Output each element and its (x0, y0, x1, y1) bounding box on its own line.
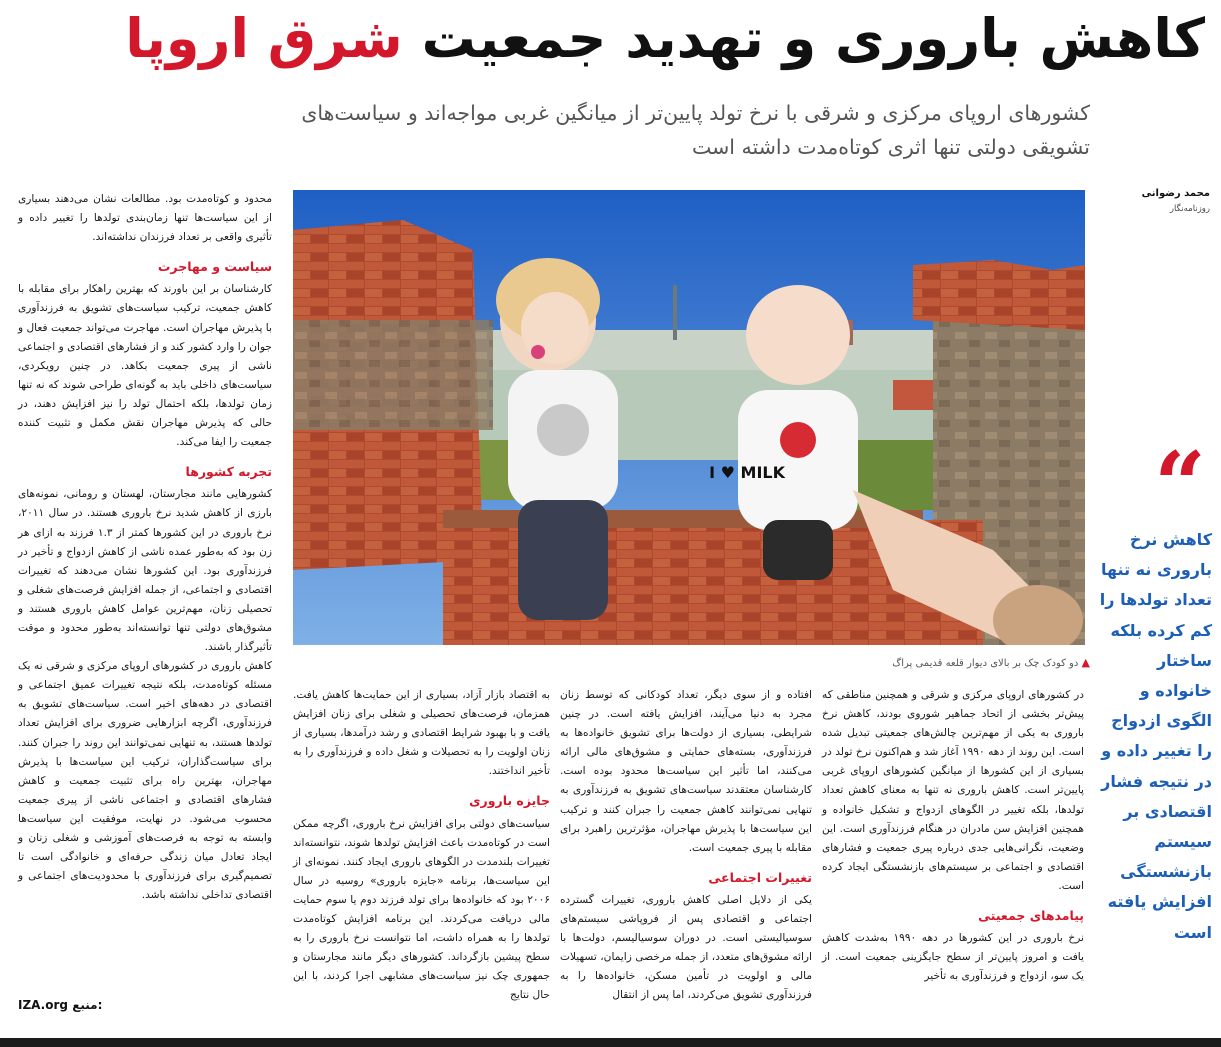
photo-illustration (293, 190, 1085, 645)
lead-line-2: تشویقی دولتی تنها اثری کوتاه‌مدت داشته است (692, 135, 1090, 159)
article-photo (293, 190, 1085, 645)
column-body-3 (293, 686, 550, 1006)
paragraph: افتاده و از سوی دیگر، تعداد کودکانی که توسط زنان مجرد به دنیا می‌آیند، افزایش یافته است. در چنین شرایطی، بسیاری از دولت‌ها برای تشویق خانواده‌ها به فرزندآوری، بسته‌های حمایتی و مشوق‌های مالی ارائه می‌کنند، اما تأثیر این سیاست‌ها محدود بوده است. کارشناسان معتقدند سیاست‌های تشویق به فرزندآوری به تنهایی نمی‌توانند کاهش جمعیت را جبران کنند و ترکیب این سیاست‌ها با پذیرش مهاجران، مؤثرترین راهبرد برای مقابله با پیری جمعیت است. (560, 689, 812, 854)
headline-black: کاهش باروری و تهدید جمعیت (402, 7, 1205, 70)
caption-text: دو کودک چک بر بالای دیوار قلعه قدیمی پراگ (892, 658, 1079, 669)
paragraph: کشورهایی مانند مجارستان، لهستان و رومانی، نمونه‌های بارزی از کاهش شدید نرخ باروری هستند. در سال ۲۰۱۱، نرخ باروری در این کشورها کمتر از ۱.۳ فرزند به ازای هر زن بود که به‌طور عمده ناشی از کاهش ازدواج و تأخیر در فرزندآوری بود. این کشورها نشان می‌دهند که تغییرات اقتصادی و اجتماعی، از جمله افزایش فرصت‌های شغلی و تحصیلی زنان، مهم‌ترین عوامل کاهش باروری هستند و مشوق‌های دولتی تنها توانسته‌اند به‌طور محدود و موقت تأثیرگذار باشند. (18, 488, 272, 654)
headline (125, 4, 1205, 76)
paragraph: در کشورهای اروپای مرکزی و شرقی و همچنین مناطقی که پیش‌تر بخشی از اتحاد جماهیر شوروی بودند، کاهش نرخ باروری به یکی از مهم‌ترین چالش‌های جمعیتی تبدیل شده است. این روند از دهه ۱۹۹۰ آغاز شد و هم‌اکنون نرخ تولد در بسیاری از این کشورها از میانگین کشورهای اروپای غربی پایین‌تر است. کاهش باروری نه تنها به معنای کاهش تعداد تولدها، بلکه تغییر در الگوهای ازدواج و تشکیل خانواده و همچنین افزایش سن مادران در هنگام فرزندآوری است. این وضعیت، نگرانی‌هایی جدی درباره پیری جمعیت و فشارهای اقتصادی و اجتماعی بر سیستم‌های بازنشستگی ایجاد کرده است. (822, 689, 1085, 892)
quote-mark-icon: “ (1154, 432, 1206, 538)
author-role: روزنامه‌نگار (1169, 204, 1210, 214)
paragraph: نرخ باروری در این کشورها در دهه ۱۹۹۰ به‌شدت کاهش یافت و امروز پایین‌تر از سطح جایگزینی جمعیت است. از یک سو، ازدواج و فرزندآوری به تأخیر (822, 932, 1084, 983)
column-body-1 (822, 686, 1084, 986)
headline-red: شرق اروپا (125, 7, 403, 70)
subheading: تغییرات اجتماعی (708, 869, 812, 885)
column-left (18, 190, 272, 905)
subheading: جایزه باروری (469, 793, 550, 809)
source-label: منبع: (72, 998, 103, 1012)
shirt-text: I ♥ MILK (709, 463, 785, 482)
subheading: تجربه کشورها (185, 464, 272, 480)
column-body-2 (560, 686, 812, 1006)
bottom-rule (0, 1038, 1221, 1047)
pull-quote: کاهش نرخ باروری نه تنها تعداد تولدها را کم کرده بلکه ساختار خانواده و الگوی ازدواج را تغییر داده و در نتیجه فشار اقتصادی بر سیستم بازنشستگی افزایش یافته است (1099, 530, 1212, 942)
subheading: سیاست و مهاجرت (157, 259, 272, 275)
paragraph: به اقتصاد بازار آزاد، بسیاری از این حمایت‌ها کاهش یافت. همزمان، فرصت‌های تحصیلی و شغلی برای زنان افزایش یافت و با بهبود شرایط اقتصادی و رشد درآمدها، بسیاری از زنان اولویت را به تحصیلات و شغل داده و فرزندآوری را به تأخیر انداختند. (293, 689, 550, 778)
paragraph: یکی از دلایل اصلی کاهش باروری، تغییرات گسترده اجتماعی و اقتصادی پس از فروپاشی سیستم‌های سوسیالیستی است. در دوران سوسیالیسم، دولت‌ها با ارائه مشوق‌های متعدد، از جمله مرخصی زایمان، تسهیلات مالی و اولویت در تأمین مسکن، خانواده‌ها را به فرزندآوری تشویق می‌کردند، اما پس از انتقال (560, 893, 812, 1002)
paragraph: محدود و کوتاه‌مدت بود. مطالعات نشان می‌دهند بسیاری از این سیاست‌ها تنها زمان‌بندی تولدها را تغییر داده و تأثیری واقعی بر تعداد فرزندان نداشته‌اند. (18, 193, 272, 244)
paragraph: سیاست‌های دولتی برای افزایش نرخ باروری، اگرچه ممکن است در کوتاه‌مدت باعث افزایش تولدها شوند، نتوانسته‌اند تغییرات بلندمدت در الگوهای باروری ایجاد کنند. نمونه‌ای از این سیاست‌ها، برنامه «جایزه باروری» روسیه در سال ۲۰۰۶ بود که خانواده‌ها برای تولد فرزند دوم یا سوم حمایت مالی دریافت می‌کردند. این برنامه افزایش کوتاه‌مدت تولدها را به همراه داشت، اما نتوانست نرخ باروری را به سطح پیشین بازگرداند. کشورهای دیگر مانند مجارستان و جمهوری چک نیز سیاست‌های مشابهی اجرا کردند، با این حال نتایج (293, 817, 550, 1002)
paragraph: کارشناسان بر این باورند که بهترین راهکار برای مقابله با کاهش جمعیت، ترکیب سیاست‌های تشویق به فرزندآوری با پذیرش مهاجران است. مهاجرت می‌تواند جمعیت فعال و جوان را وارد کشور کند و از فشارهای اقتصادی و اجتماعی ناشی از پیری جمعیت بکاهد. در چنین رویکردی، سیاست‌های داخلی باید به گونه‌ای طراحی شوند که نه تنها زمان تولدها، بلکه احتمال تولد را نیز افزایش دهند، در حالی که پذیرش مهاجران نقش مکمل و تثبیت کننده جمعیت را ایفا می‌کند. (18, 283, 272, 449)
paragraph: کاهش باروری در کشورهای اروپای مرکزی و شرقی نه یک مسئله کوتاه‌مدت، بلکه نتیجه تغییرات عمیق اجتماعی و اقتصادی در دهه‌های اخیر است. سیاست‌های تشویق به فرزندآوری، اگرچه ابزارهایی ضروری برای افزایش تعداد تولدها هستند، به تنهایی نمی‌توانند این روند را جبران کنند. برای سیاست‌گذاران، ترکیب این سیاست‌ها با پذیرش مهاجران، بهترین راه برای تثبیت جمعیت و کاهش فشارهای اقتصادی و اجتماعی ناشی از پیری جمعیت محسوب می‌شود. در نهایت، موفقیت این سیاست‌ها وابسته به توجه به فرصت‌های آموزشی و شغلی زنان و ایجاد تعادل میان زندگی حرفه‌ای و خانوادگی است تا تصمیم‌گیری برای فرزندآوری با محدودیت‌های اجتماعی و اقتصادی تداخلی نداشته باشد. (18, 660, 272, 902)
source-value: IZA.org (18, 998, 68, 1012)
lead-line-1: کشورهای اروپای مرکزی و شرقی با نرخ تولد پایین‌تر از میانگین غربی مواجه‌اند و سیاست‌های (301, 101, 1090, 125)
author-block (1110, 188, 1210, 214)
lead-paragraph (300, 96, 1090, 164)
author-name: محمد رضوانی (1141, 188, 1210, 199)
caption-marker-icon: ▲ (1081, 656, 1090, 669)
source-credit (18, 998, 138, 1012)
subheading: پیامدهای جمعیتی (978, 908, 1084, 924)
photo-caption (842, 656, 1090, 669)
